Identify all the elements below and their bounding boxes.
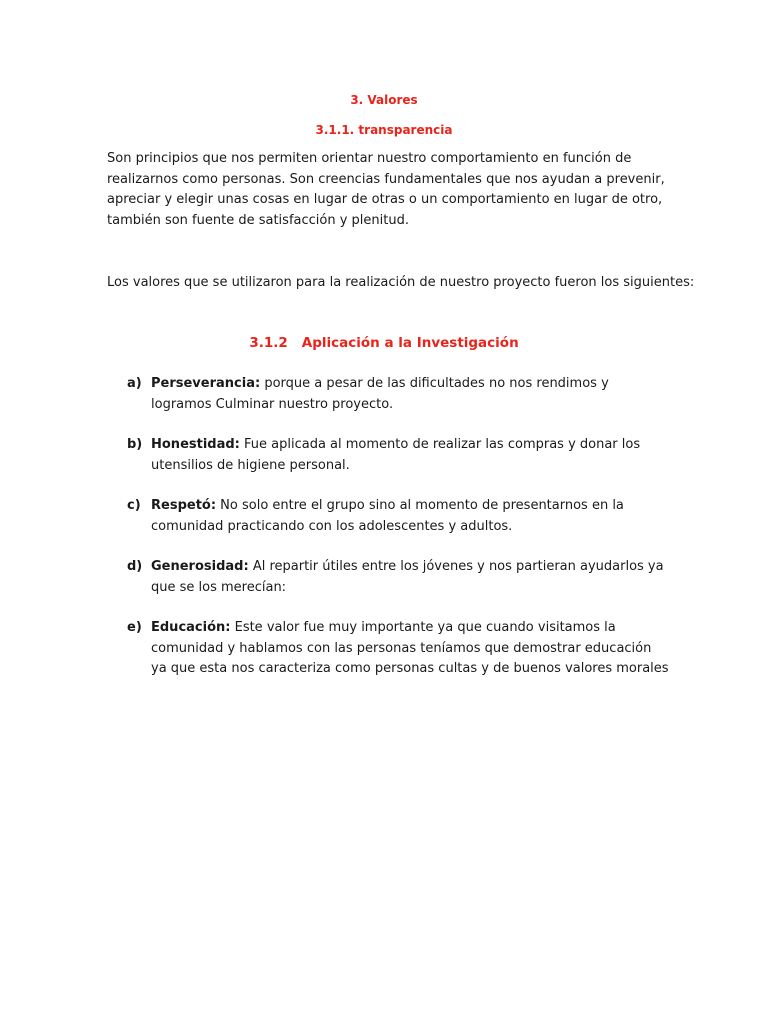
- value-description: Al repartir útiles entre los jóvenes y nos partieran ayudarlos ya que se los merecían:: [151, 559, 664, 595]
- list-marker: e): [127, 620, 142, 635]
- value-term: Perseverancia:: [151, 376, 261, 391]
- list-marker: d): [127, 559, 143, 574]
- list-item: [0, 435, 768, 476]
- list-item-content: [151, 618, 671, 680]
- section-heading: 3. Valores: [350, 93, 418, 107]
- list-marker: c): [127, 498, 141, 513]
- application-heading: [0, 333, 768, 353]
- value-term: Honestidad:: [151, 437, 240, 452]
- intro-paragraph: Son principios que nos permiten orientar nuestro comportamiento en función de realizarnos como personas. Son creencias fundamentales que nos ayudan a prevenir, apreciar y elegir unas cosas en lugar de otras o un comportamiento en lugar de otro, también son fuente de satisfacción y plenitud.: [107, 151, 665, 229]
- values-list: [0, 374, 768, 700]
- value-term: Educación:: [151, 620, 231, 635]
- list-item-content: [151, 435, 671, 476]
- value-description: porque a pesar de las dificultades no nos rendimos y logramos Culminar nuestro proyecto.: [151, 376, 609, 412]
- list-item-content: [151, 496, 671, 537]
- value-description: No solo entre el grupo sino al momento de presentarnos en la comunidad practicando con los adolescentes y adultos.: [151, 498, 624, 534]
- list-item: [0, 557, 768, 598]
- value-term: Generosidad:: [151, 559, 249, 574]
- list-marker: b): [127, 437, 143, 452]
- value-term: Respetó:: [151, 498, 217, 513]
- list-item-content: [151, 557, 671, 598]
- list-item-content: [151, 374, 671, 415]
- subsection-heading: 3.1.1. transparencia: [315, 123, 453, 137]
- values-intro-paragraph: Los valores que se utilizaron para la realización de nuestro proyecto fueron los siguientes:: [107, 275, 695, 290]
- list-item: [0, 374, 768, 415]
- value-description: Fue aplicada al momento de realizar las compras y donar los utensilios de higiene personal.: [151, 437, 641, 473]
- value-description: Este valor fue muy importante ya que cuando visitamos la comunidad y hablamos con las personas teníamos que demostrar educación ya que esta nos caracteriza como personas cultas y de buenos valores morales: [151, 620, 669, 676]
- application-heading-number: 3.1.2: [249, 335, 288, 351]
- application-heading-title: Aplicación a la Investigación: [301, 335, 519, 351]
- list-item: [0, 618, 768, 680]
- list-marker: a): [127, 376, 142, 391]
- list-item: [0, 496, 768, 537]
